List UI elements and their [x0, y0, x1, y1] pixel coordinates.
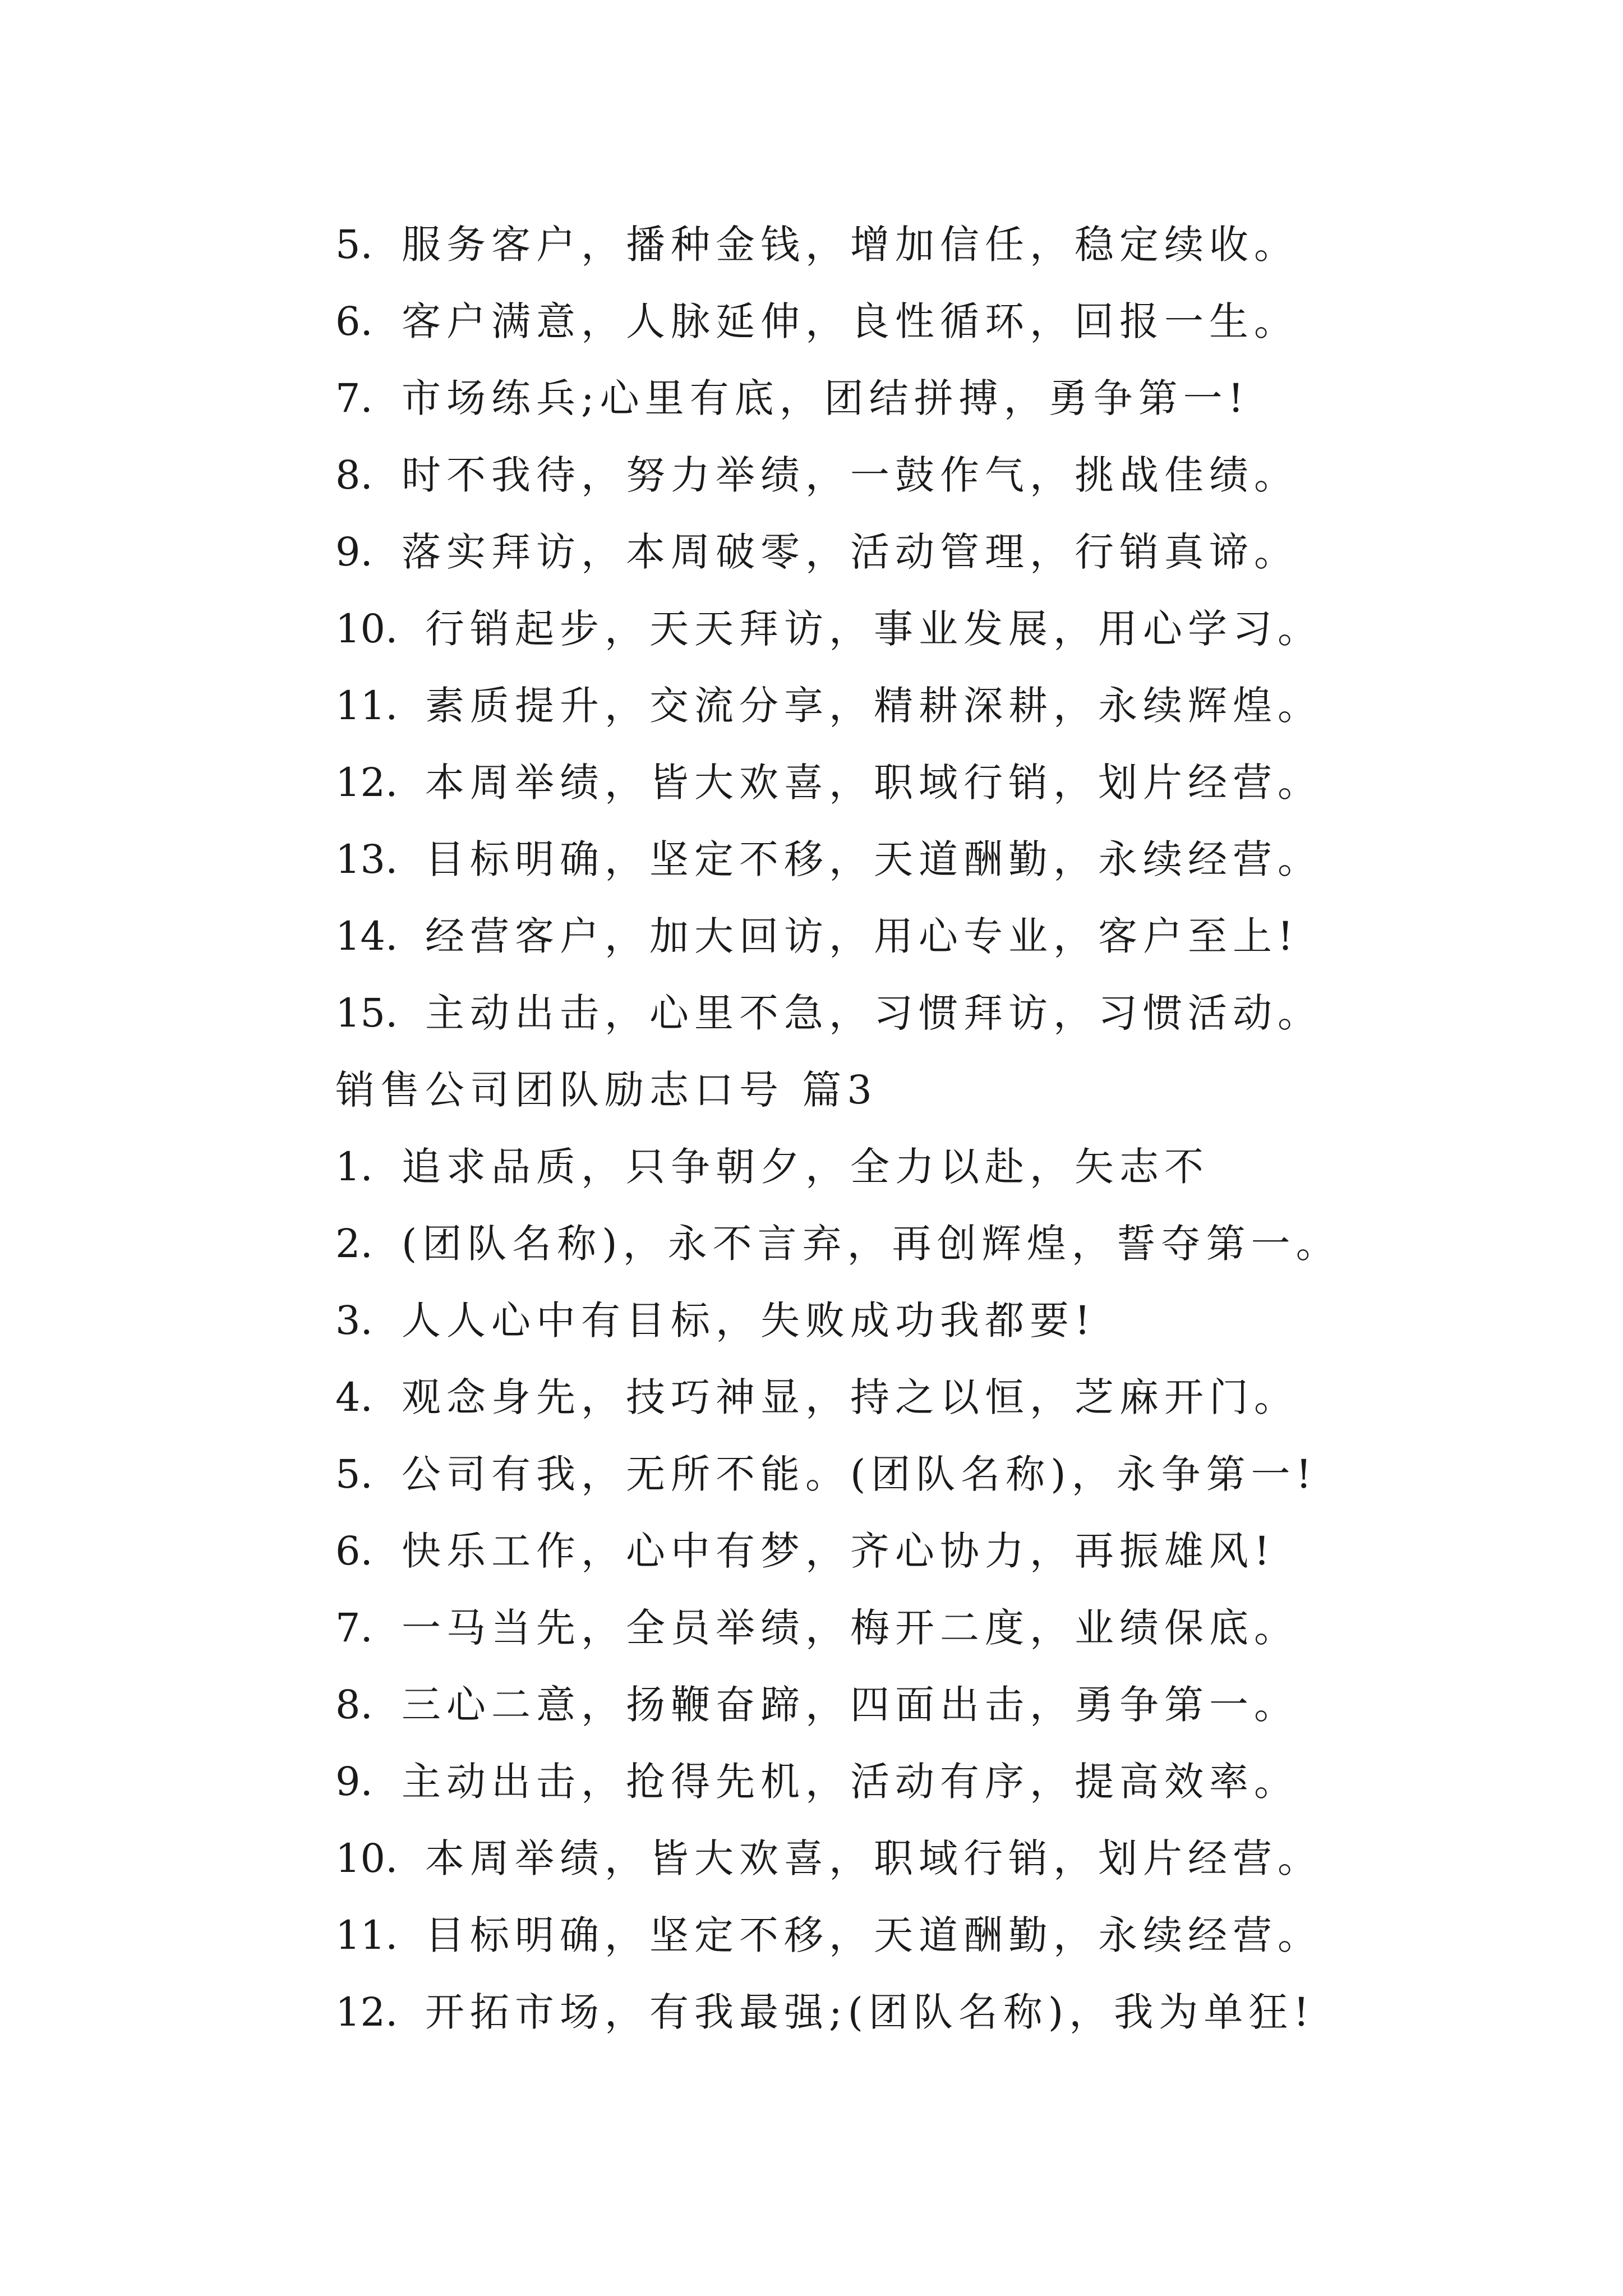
item-text: 三心二意，扬鞭奋蹄，四面出击，勇争第一。	[402, 1682, 1299, 1728]
list-item	[335, 744, 1457, 821]
item-text: 落实拜访，本周破零，活动管理，行销真谛。	[402, 529, 1299, 575]
document-body	[335, 206, 1457, 2051]
item-text: 公司有我，无所不能。(团队名称)，永争第一!	[402, 1451, 1317, 1497]
item-text: 行销起步，天天拜访，事业发展，用心学习。	[425, 606, 1322, 652]
item-text: 目标明确，坚定不移，天道酬勤，永续经营。	[425, 836, 1322, 882]
item-text: 客户满意，人脉延伸，良性循环，回报一生。	[402, 298, 1299, 344]
item-number: 8.	[335, 452, 373, 498]
item-text: 开拓市场，有我最强;(团队名称)，我为单狂!	[425, 1989, 1315, 2035]
item-number: 7.	[335, 1605, 373, 1651]
item-number: 8.	[335, 1682, 373, 1728]
item-number: 10.	[335, 606, 398, 652]
item-text: 快乐工作，心中有梦，齐心协力，再振雄风!	[402, 1528, 1276, 1574]
section-heading: 销售公司团队励志口号 篇3	[335, 1067, 878, 1113]
item-number: 9.	[335, 1759, 373, 1805]
item-number: 15.	[335, 990, 398, 1036]
list-item	[335, 1897, 1457, 1974]
item-text: 主动出击，抢得先机，活动有序，提高效率。	[402, 1759, 1299, 1805]
item-number: 12.	[335, 1989, 398, 2035]
item-number: 9.	[335, 529, 373, 575]
item-text: 本周举绩，皆大欢喜，职域行销，划片经营。	[425, 1835, 1322, 1881]
item-text: (团队名称)，永不言弃，再创辉煌，誓夺第一。	[402, 1221, 1341, 1267]
list-item	[335, 1974, 1457, 2051]
item-text: 本周举绩，皆大欢喜，职域行销，划片经营。	[425, 760, 1322, 806]
list-item	[335, 360, 1457, 437]
item-number: 11.	[335, 1912, 398, 1958]
item-number: 1.	[335, 1144, 373, 1190]
item-text: 时不我待，努力举绩，一鼓作气，挑战佳绩。	[402, 452, 1299, 498]
list-item	[335, 1590, 1457, 1667]
item-number: 5.	[335, 222, 373, 268]
list-item	[335, 1667, 1457, 1743]
item-text: 一马当先，全员举绩，梅开二度，业绩保底。	[402, 1605, 1299, 1651]
item-number: 6.	[335, 298, 373, 344]
item-number: 3.	[335, 1297, 373, 1343]
item-text: 人人心中有目标，失败成功我都要!	[402, 1297, 1096, 1343]
list-item	[335, 437, 1457, 514]
item-number: 11.	[335, 683, 398, 729]
item-number: 5.	[335, 1451, 373, 1497]
item-number: 6.	[335, 1528, 373, 1574]
item-number: 4.	[335, 1374, 373, 1420]
item-number: 2.	[335, 1221, 373, 1267]
item-text: 目标明确，坚定不移，天道酬勤，永续经营。	[425, 1912, 1322, 1958]
list-item	[335, 591, 1457, 668]
list-item	[335, 1129, 1457, 1205]
list-item	[335, 1743, 1457, 1820]
item-number: 7.	[335, 375, 373, 421]
item-text: 服务客户，播种金钱，增加信任，稳定续收。	[402, 222, 1299, 268]
list-item	[335, 1513, 1457, 1590]
list-item	[335, 514, 1457, 591]
list-item	[335, 283, 1457, 360]
list-item	[335, 1282, 1457, 1359]
item-number: 12.	[335, 760, 398, 806]
item-text: 观念身先，技巧神显，持之以恒，芝麻开门。	[402, 1374, 1299, 1420]
list-item	[335, 821, 1457, 898]
list-item	[335, 1205, 1457, 1282]
list-item	[335, 1359, 1457, 1436]
list-item	[335, 1436, 1457, 1513]
item-text: 素质提升，交流分享，精耕深耕，永续辉煌。	[425, 683, 1322, 729]
item-text: 主动出击，心里不急，习惯拜访，习惯活动。	[425, 990, 1322, 1036]
item-number: 10.	[335, 1835, 398, 1881]
item-number: 13.	[335, 836, 398, 882]
list-item	[335, 975, 1457, 1052]
item-number: 14.	[335, 913, 398, 959]
list-item	[335, 1820, 1457, 1897]
item-text: 市场练兵;心里有底，团结拼搏，勇争第一!	[402, 375, 1249, 421]
list-item	[335, 898, 1457, 975]
item-text: 追求品质，只争朝夕，全力以赴，矢志不	[402, 1144, 1209, 1190]
list-item	[335, 668, 1457, 744]
item-text: 经营客户，加大回访，用心专业，客户至上!	[425, 913, 1299, 959]
list-item	[335, 206, 1457, 283]
